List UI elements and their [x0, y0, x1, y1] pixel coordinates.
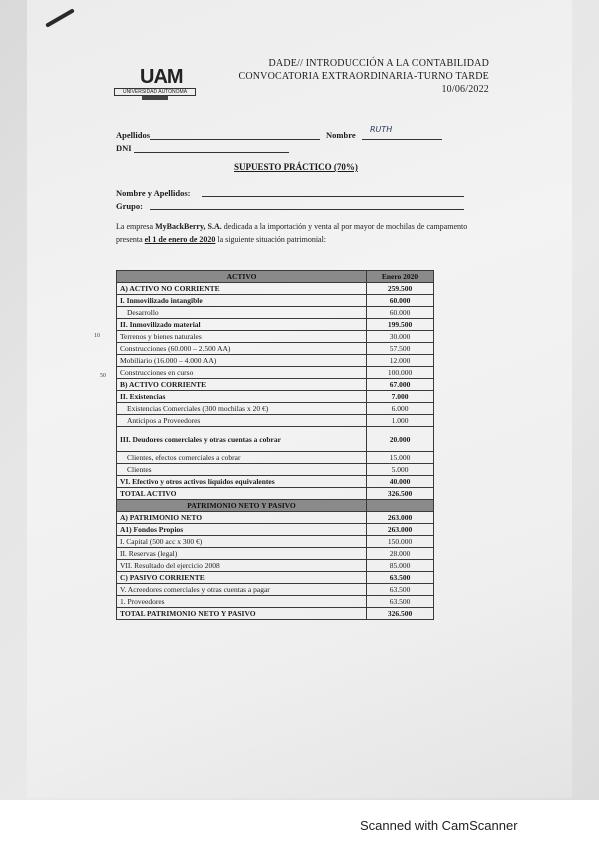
table-row — [117, 403, 434, 415]
row-label: II. Reservas (legal) — [117, 548, 367, 560]
scanner-watermark: Scanned with CamScanner — [360, 818, 518, 833]
table-row — [117, 560, 434, 572]
table-row — [117, 464, 434, 476]
intro-date: el 1 de enero de 2020 — [144, 235, 216, 244]
row-label: B) ACTIVO CORRIENTE — [117, 379, 367, 391]
table-row — [117, 367, 434, 379]
header-line-1: DADE// INTRODUCCIÓN A LA CONTABILIDAD — [268, 58, 489, 69]
table-row — [117, 319, 434, 331]
table-row — [117, 572, 434, 584]
row-label: TOTAL ACTIVO — [117, 488, 367, 500]
row-value: 30.000 — [367, 331, 434, 343]
nombre-apellidos-line — [202, 196, 464, 197]
row-value: 60.000 — [367, 295, 434, 307]
row-value: 28.000 — [367, 548, 434, 560]
row-value: 63.500 — [367, 584, 434, 596]
table-row — [117, 283, 434, 295]
row-value: 67.000 — [367, 379, 434, 391]
row-value: 100.000 — [367, 367, 434, 379]
row-value: 57.500 — [367, 343, 434, 355]
table-row — [117, 355, 434, 367]
intro-text-2: dedicada a la importación y venta al por mayor de mochilas de campamento presenta — [116, 222, 468, 244]
balance-sheet-table — [116, 270, 434, 620]
row-value: 1.000 — [367, 415, 434, 427]
margin-note: 50 — [100, 373, 106, 379]
row-label: III. Deudores comerciales y otras cuentas a cobrar — [117, 427, 367, 452]
pasivo-header-row — [117, 500, 434, 512]
activo-header-row — [117, 271, 434, 283]
table-row — [117, 608, 434, 620]
row-value: 150.000 — [367, 536, 434, 548]
company-name: MyBackBerry, S.A. — [155, 222, 222, 231]
margin-note: 10 — [94, 333, 100, 339]
table-row — [117, 343, 434, 355]
row-value: 12.000 — [367, 355, 434, 367]
row-value: 15.000 — [367, 452, 434, 464]
nombre-apellidos-label: Nombre y Apellidos: — [116, 188, 191, 198]
row-label: A1) Fondos Propios — [117, 524, 367, 536]
table-row — [117, 295, 434, 307]
row-value: 60.000 — [367, 307, 434, 319]
university-logo — [114, 66, 196, 102]
header-line-2: CONVOCATORIA EXTRAORDINARIA-TURNO TARDE — [238, 71, 489, 82]
apellidos-line — [150, 139, 320, 140]
row-label: A) PATRIMONIO NETO — [117, 512, 367, 524]
table-row — [117, 536, 434, 548]
row-value: 20.000 — [367, 427, 434, 452]
row-label: Construcciones en curso — [117, 367, 367, 379]
logo-letters: UAM — [140, 66, 183, 88]
row-value: 40.000 — [367, 476, 434, 488]
table-row — [117, 415, 434, 427]
table-row — [117, 512, 434, 524]
logo-bar — [142, 96, 168, 100]
dni-line — [134, 152, 289, 153]
table-row — [117, 524, 434, 536]
table-row — [117, 488, 434, 500]
row-label: Existencias Comerciales (300 mochilas x 20 €) — [117, 403, 367, 415]
row-value: 63.500 — [367, 596, 434, 608]
nombre-line — [362, 139, 442, 140]
logo-text: UNIVERSIDAD AUTONOMA — [114, 88, 196, 96]
table-row — [117, 596, 434, 608]
row-value: 259.500 — [367, 283, 434, 295]
section-title: SUPUESTO PRÁCTICO (70%) — [234, 162, 358, 172]
nombre-label: Nombre — [326, 130, 356, 140]
table-row — [117, 391, 434, 403]
row-label: Mobiliario (16.000 – 4.000 AA) — [117, 355, 367, 367]
row-value: 263.000 — [367, 524, 434, 536]
grupo-label: Grupo: — [116, 201, 143, 211]
row-value: 7.000 — [367, 391, 434, 403]
row-label: I. Inmovilizado intangible — [117, 295, 367, 307]
apellidos-label: Apellidos — [116, 130, 151, 140]
column-header: Enero 2020 — [367, 271, 434, 283]
row-label: Construcciones (60.000 – 2.500 AA) — [117, 343, 367, 355]
row-value: 5.000 — [367, 464, 434, 476]
intro-text-3: la siguiente situación patrimonial: — [215, 235, 327, 244]
row-label: TOTAL PATRIMONIO NETO Y PASIVO — [117, 608, 367, 620]
table-row — [117, 548, 434, 560]
row-value: 6.000 — [367, 403, 434, 415]
row-label: VI. Efectivo y otros activos líquidos equivalentes — [117, 476, 367, 488]
table-row — [117, 379, 434, 391]
exam-header — [238, 57, 489, 96]
nombre-handwritten-value: RUTH — [370, 125, 393, 134]
pasivo-header: PATRIMONIO NETO Y PASIVO — [117, 500, 367, 512]
row-value: 263.000 — [367, 512, 434, 524]
table-row — [117, 331, 434, 343]
grupo-line — [150, 209, 464, 210]
table-row — [117, 476, 434, 488]
row-label: 1. Proveedores — [117, 596, 367, 608]
row-label: C) PASIVO CORRIENTE — [117, 572, 367, 584]
header-date: 10/06/2022 — [441, 84, 489, 95]
row-value: 326.500 — [367, 488, 434, 500]
intro-paragraph — [116, 220, 488, 246]
row-value: 63.500 — [367, 572, 434, 584]
row-value: 199.500 — [367, 319, 434, 331]
row-label: Clientes, efectos comerciales a cobrar — [117, 452, 367, 464]
row-value: 85.000 — [367, 560, 434, 572]
intro-text-1: La empresa — [116, 222, 156, 231]
row-label: Clientes — [117, 464, 367, 476]
row-label: V. Acreedores comerciales y otras cuentas a pagar — [117, 584, 367, 596]
table-row — [117, 427, 434, 452]
row-label: A) ACTIVO NO CORRIENTE — [117, 283, 367, 295]
row-label: Terrenos y bienes naturales — [117, 331, 367, 343]
activo-header: ACTIVO — [117, 271, 367, 283]
row-label: II. Inmovilizado material — [117, 319, 367, 331]
row-label: I. Capital (500 acc x 300 €) — [117, 536, 367, 548]
row-label: II. Existencias — [117, 391, 367, 403]
dni-label: DNI — [116, 143, 132, 153]
row-label: VII. Resultado del ejercicio 2008 — [117, 560, 367, 572]
table-row — [117, 584, 434, 596]
table-row — [117, 307, 434, 319]
row-value: 326.500 — [367, 608, 434, 620]
row-label: Desarrollo — [117, 307, 367, 319]
row-label: Anticipos a Proveedores — [117, 415, 367, 427]
table-row — [117, 452, 434, 464]
column-header-empty — [367, 500, 434, 512]
